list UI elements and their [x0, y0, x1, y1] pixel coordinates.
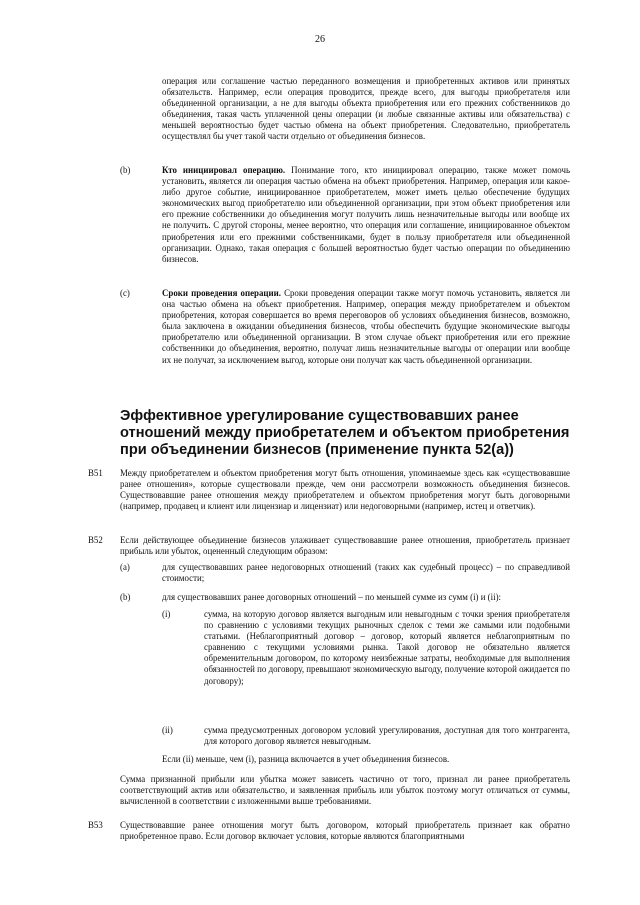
b52-subitem-i-text: сумма, на которую договор является выгодным или невыгодным с точки зрения приобретателя по сравнению с условиями текущих рыночных сделок с теми же самыми или подобными статьями. (Неблагоприятный договор – договор, который является неблагоприятным по сравнению с текущими условиями рынка. Такой договор не обязательно является обременительным договором, по которому неизбежные затраты, необходимые для выполнения обязанностей по договору, превышают экономическую выгоду, получение которой ожидается по договору);: [204, 609, 570, 686]
b52-subitem-i-label: (i): [162, 609, 171, 619]
paragraph-b52-text: Если действующее объединение бизнесов улаживает существовавшие ранее отношения, приобретатель признает прибыль или убыток, оцененный следующим образом:: [120, 535, 570, 557]
list-item-b-title: Кто инициировал операцию.: [162, 165, 286, 175]
section-heading: Эффективное урегулирование существовавших ранее отношений между приобретателем и объектом приобретения при объединении бизнесов (применение пункта 52(а)): [120, 408, 570, 459]
paragraph-b52-number: B52: [88, 535, 103, 545]
list-item-b-label: (b): [120, 165, 131, 175]
list-item-c-text: [162, 288, 570, 366]
b52-item-a-text: для существовавших ранее недоговорных отношений (таких как судебный процесс) – по справедливой стоимости;: [162, 562, 570, 584]
list-item-b-body: Понимание того, кто инициировал операцию, также может помочь установить, является ли операция частью обмена на объект приобретения. Например, операция или какое-либо другое событие, инициированное приобретателем, может иметь целью обеспечение будущих экономических выгод приобретателю или объединенной организации, при этом объект приобретения или его прежние собственники до объединения могут получить лишь незначительные выгоды или вообще их не получить. С другой стороны, менее вероятно, что операция или соглашение, инициированное объектом приобретения или его прежними собственниками, будет в пользу приобретателя или объединенной организации. Однако, такая операция с большей вероятностью будет частью операции по объединению бизнесов.: [162, 165, 570, 264]
b52-subitem-ii-text: сумма предусмотренных договором условий урегулирования, доступная для того контрагента, для которого договор является невыгодным.: [204, 725, 570, 747]
paragraph-b51-text: Между приобретателем и объектом приобретения могут быть отношения, упоминаемые здесь как «существовавшие ранее отношения», которые существовали прежде, чем они рассмотрели возможность объединения бизнесов. Существовавшие ранее отношения между приобретателем и объектом приобретения могут быть договорными (например, продавец и клиент или лицензиар и лицензиат) или недоговорными (например, истец и ответчик).: [120, 468, 570, 512]
list-item-c-label: (c): [120, 288, 130, 298]
paragraph-b53-number: B53: [88, 820, 103, 830]
b52-item-b-label: (b): [120, 592, 131, 602]
b52-item-a-label: (а): [120, 562, 130, 572]
b52-closing: Сумма признанной прибыли или убытка может зависеть частично от того, признал ли ранее приобретатель соответствующий актив или обязательство, и заявленная прибыль или убыток поэтому могут отличаться от суммы, вычисленной в соответствии с изложенными выше требованиями.: [120, 774, 570, 807]
paragraph-b53-text: Существовавшие ранее отношения могут быть договором, который приобретатель признает как обратно приобретенное право. Если договор включает условия, которые являются благоприятными: [120, 820, 570, 842]
intro-paragraph: операция или соглашение частью переданного возмещения и приобретенных активов или принятых обязательств. Например, если операция проводится, прежде всего, для выгоды приобретателя или объединенной организации, а не для выгоды объекта приобретения или его прежних собственников до объединения, такая часть уплаченной цены операции (и любые связанные активы или обязательства) с меньшей вероятностью будет частью обмена на объект приобретения. Следовательно, приобретатель осуществлял бы учет такой части отдельно от объединения бизнесов.: [162, 76, 570, 142]
list-item-c-body: Сроки проведения операции также могут помочь установить, является ли она частью обмена на объект приобретения. Например, операция между приобретателем и объектом приобретения, которая совершается во время переговоров об условиях объединения бизнесов, возможно, была заключена в ожидании объединения бизнесов, чтобы обеспечить будущие экономические выгоды приобретателю или объединенной организации. В этом случае объект приобретения или его прежние собственники до объединения, вероятно, получат лишь незначительные выгоды от операции или вообще их не получат, за исключением выгод, которые они получат как часть объединенной организации.: [162, 288, 570, 365]
list-item-c-title: Сроки проведения операции.: [162, 288, 281, 298]
list-item-b-text: [162, 165, 570, 265]
paragraph-b51-number: B51: [88, 468, 103, 478]
b52-item-b-text: для существовавших ранее договорных отношений – по меньшей сумме из сумм (i) и (ii):: [162, 592, 501, 602]
page-number: 26: [315, 34, 325, 45]
b52-subitem-ii-label: (ii): [162, 725, 173, 735]
b52-note: Если (ii) меньше, чем (i), разница включается в учет объединения бизнесов.: [162, 754, 450, 764]
